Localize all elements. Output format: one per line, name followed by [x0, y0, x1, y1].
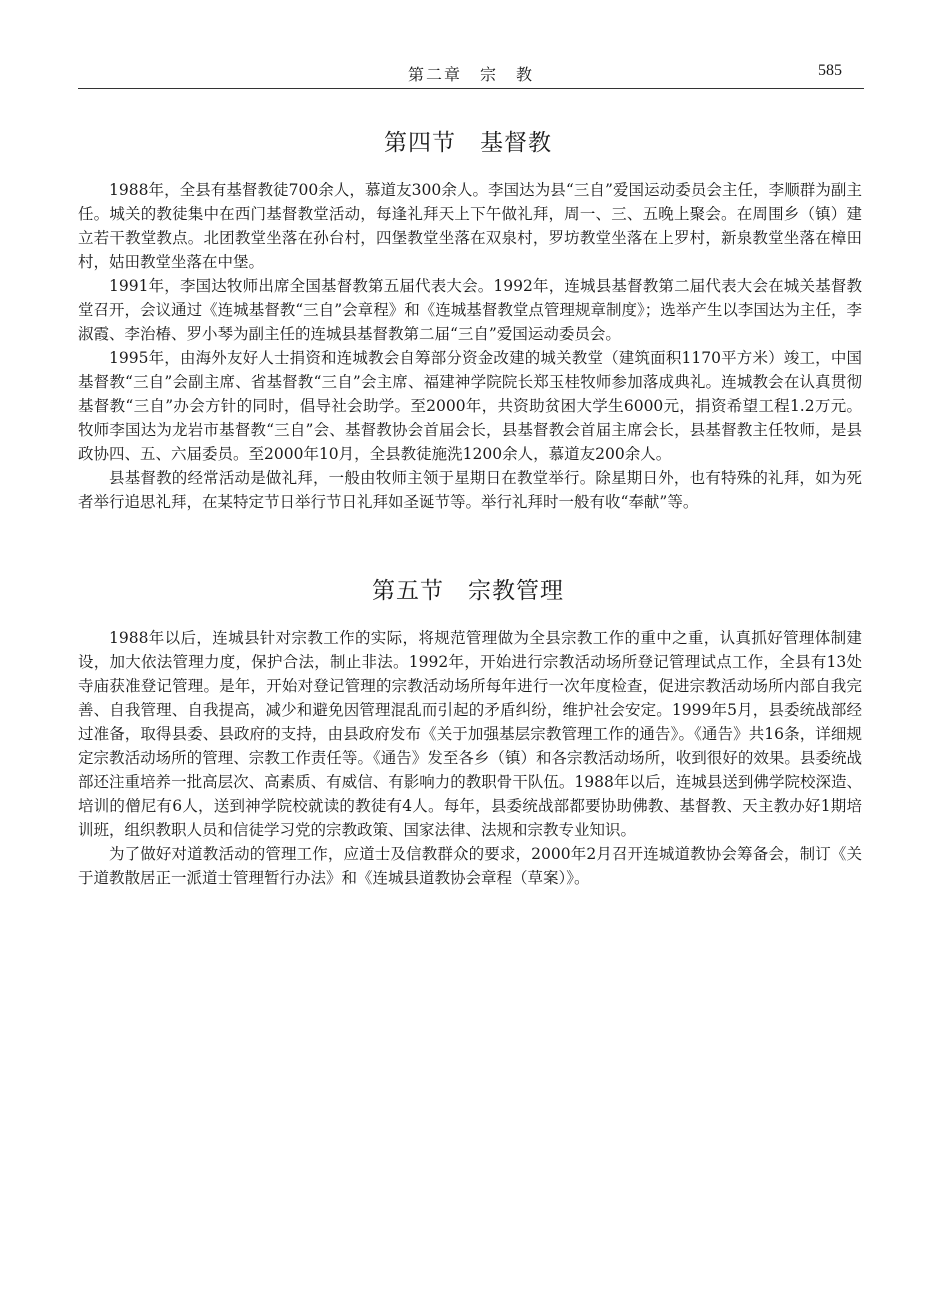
paragraph: 1991年，李国达牧师出席全国基督教第五届代表大会。1992年，连城县基督教第二届代表大会在城关基督教堂召开，会议通过《连城基督教“三自”会章程》和《连城基督教堂点管理规章制度》；选举产生以李国达为主任，李淑霞、李治椿、罗小琴为副主任的连城县基督教第二届“三自”爱国运动委员会。: [78, 277, 862, 343]
paragraph: 1988年以后，连城县针对宗教工作的实际，将规范管理做为全县宗教工作的重中之重，认真抓好管理体制建设，加大依法管理力度，保护合法，制止非法。1992年，开始进行宗教活动场所登记管理试点工作，全县有13处寺庙获准登记管理。是年，开始对登记管理的宗教活动场所每年进行一次年度检查，促进宗教活动场所内部自我完善、自我管理、自我提高，减少和避免因管理混乱而引起的矛盾纠纷，维护社会安定。1999年5月，县委统战部经过准备，取得县委、县政府的支持，由县政府发布《关于加强基层宗教管理工作的通告》。《通告》共16条，详细规定宗教活动场所的管理、宗教工作责任等。《通告》发至各乡（镇）和各宗教活动场所，收到很好的效果。县委统战部还注重培养一批高层次、高素质、有威信、有影响力的教职骨干队伍。1988年以后，连城县送到佛学院校深造、培训的僧尼有6人，送到神学院校就读的教徒有4人。每年，县委统战部都要协助佛教、基督教、天主教办好1期培训班，组织教职人员和信徒学习党的宗教政策、国家法律、法规和宗教专业知识。: [78, 629, 862, 839]
running-header: [78, 58, 864, 89]
paragraph: 县基督教的经常活动是做礼拜，一般由牧师主领于星期日在教堂举行。除星期日外，也有特殊的礼拜，如为死者举行追思礼拜，在某特定节日举行节日礼拜如圣诞节等。举行礼拜时一般有收“奉献”等。: [78, 469, 862, 511]
chapter-title: 第二章 宗 教: [407, 65, 534, 84]
paragraph: 1988年，全县有基督教徒700余人，慕道友300余人。李国达为县“三自”爱国运动委员会主任，李顺群为副主任。城关的教徒集中在西门基督教堂活动，每逢礼拜天上下午做礼拜，周一、三、五晚上聚会。在周围乡（镇）建立若干教堂教点。北团教堂坐落在孙台村，四堡教堂坐落在双泉村，罗坊教堂坐落在上罗村，新泉教堂坐落在樟田村，姑田教堂坐落在中堡。: [78, 181, 862, 271]
page-number: 585: [818, 62, 842, 79]
section-title-christianity: 第四节 基督教: [384, 130, 552, 156]
section-body-religious-management: [78, 626, 862, 890]
paragraph: 为了做好对道教活动的管理工作，应道士及信教群众的要求，2000年2月召开连城道教协会筹备会，制订《关于道教散居正一派道士管理暂行办法》和《连城县道教协会章程（草案）》。: [78, 845, 862, 887]
paragraph: 1995年，由海外友好人士捐资和连城教会自筹部分资金改建的城关教堂（建筑面积1170平方米）竣工，中国基督教“三自”会副主席、省基督教“三自”会主席、福建神学院院长郑玉桂牧师参加落成典礼。连城教会在认真贯彻基督教“三自”办会方针的同时，倡导社会助学。至2000年，共资助贫困大学生6000元，捐资希望工程1.2万元。牧师李国达为龙岩市基督教“三自”会、基督教协会首届会长，县基督教会首届主席会长，县基督教主任牧师，是县政协四、五、六届委员。至2000年10月，全县教徒施洗1200余人，慕道友200余人。: [78, 349, 862, 463]
section-title-religious-management: 第五节 宗教管理: [372, 578, 564, 604]
section-body-christianity: [78, 178, 862, 514]
